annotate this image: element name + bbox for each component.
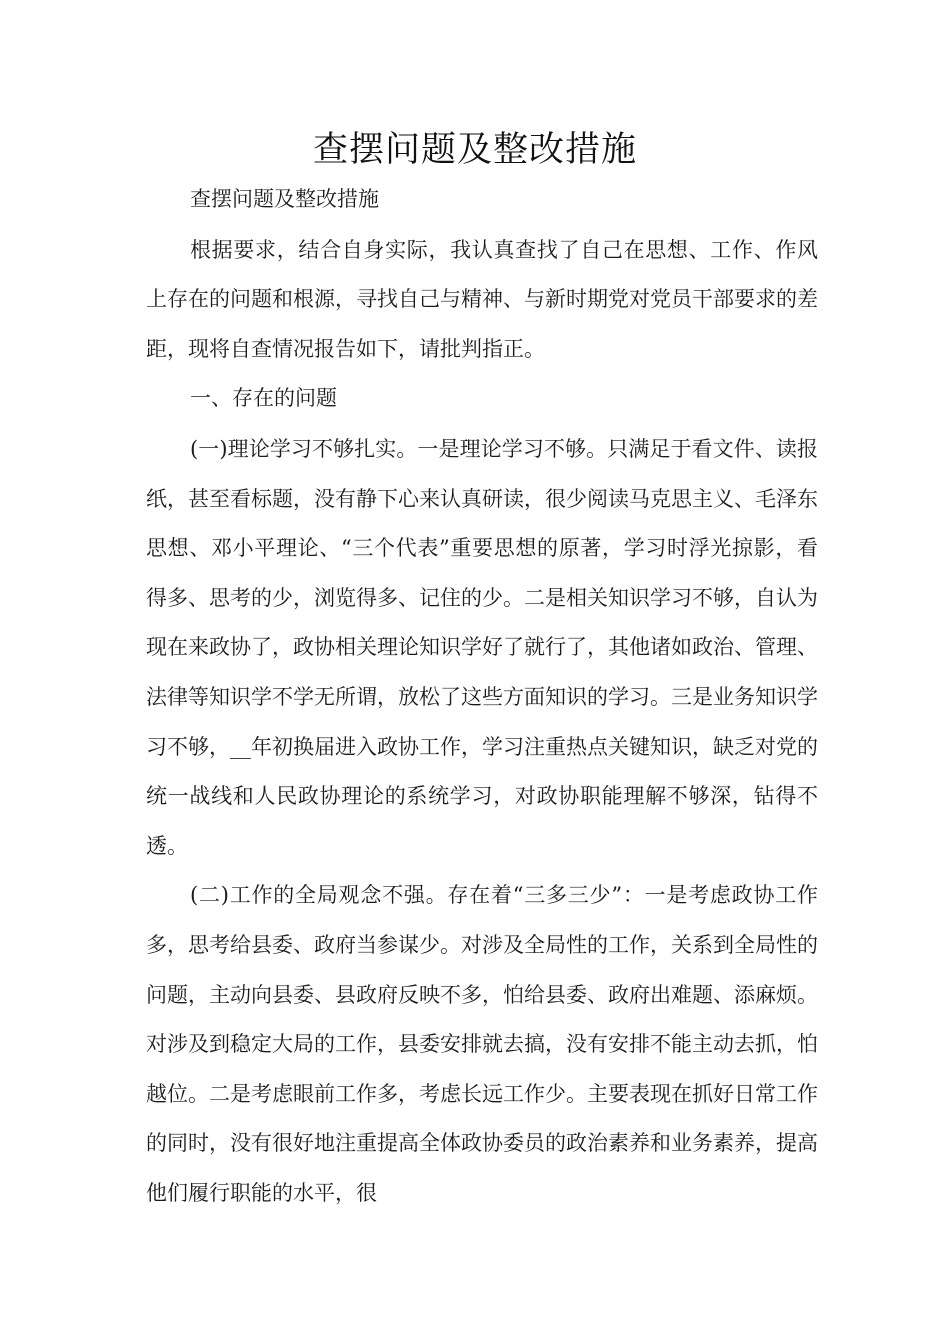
subtitle-paragraph: 查摆问题及整改措施 [190,187,379,211]
overall-view-paragraph: (二)工作的全局观念不强。存在着“三多三少”：一是考虑政协工作多，思考给县委、政府当参谋少。对涉及全局性的工作，关系到全局性的问题，主动向县委、县政府反映不多，怕给县委、政府出难题、添麻烦。对涉及到稳定大局的工作，县委安排就去搞，没有安排不能主动去抓，怕越位。二是考虑眼前工作多，考虑长远工作少。主要表现在抓好日常工作的同时，没有很好地注重提高全体政协委员的政治素养和业务素养，提高他们履行职能的水平，很 [146,883,818,1205]
section-heading: 一、存在的问题 [190,386,337,411]
theory-study-paragraph: (一)理论学习不够扎实。一是理论学习不够。只满足于看文件、读报纸，甚至看标题，没有静下心来认真研读，很少阅读马克思主义、毛泽东思想、邓小平理论、“三个代表”重要思想的原著，学习时浮光掠影，看得多、思考的少，浏览得多、记住的少。二是相关知识学习不够，自认为现在来政协了，政协相关理论知识学好了就行了，其他诸如政治、管理、法律等知识学不学无所谓，放松了这些方面知识的学习。三是业务知识学习不够，__年初换届进入政协工作，学习注重热点关键知识，缺乏对党的统一战线和人民政协理论的系统学习，对政协职能理解不够深，钻得不透。 [146,436,818,858]
document-body [146,175,818,1218]
intro-paragraph: 根据要求，结合自身实际，我认真查找了自己在思想、工作、作风上存在的问题和根源，寻找自己与精神、与新时期党对党员干部要求的差距，现将自查情况报告如下，请批判指正。 [146,237,818,361]
document-title: 查摆问题及整改措施 [312,130,637,170]
